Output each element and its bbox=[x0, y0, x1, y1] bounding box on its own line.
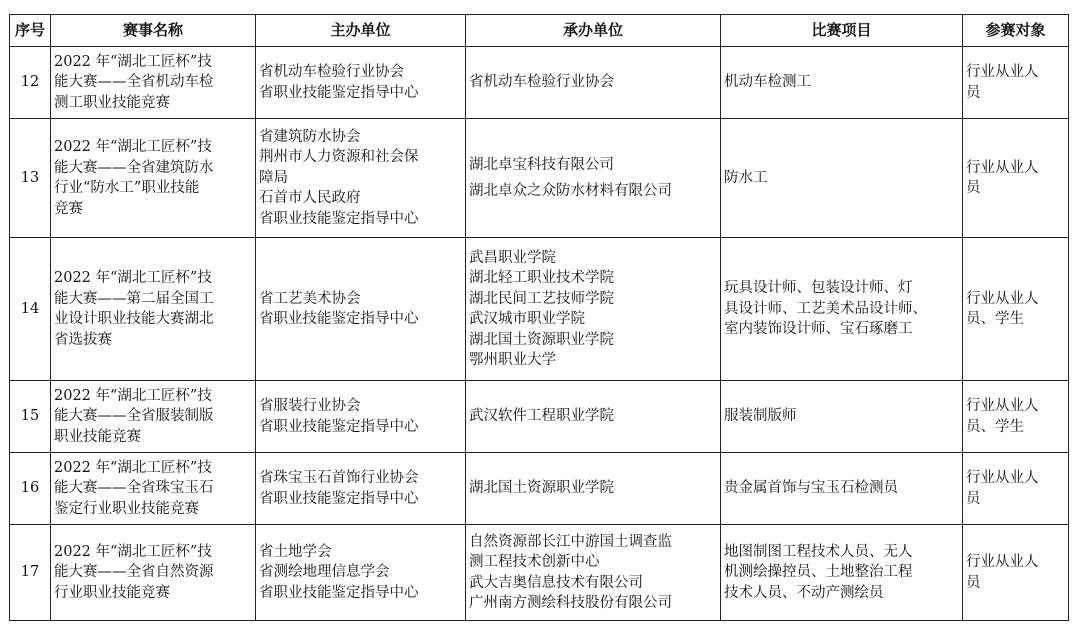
row-number: 16 bbox=[10, 453, 51, 525]
text-line: 2022 年“湖北工匠杯”技 bbox=[54, 543, 212, 560]
text-line: 省珠宝玉石首饰行业协会 bbox=[259, 470, 419, 486]
text-line: 行业从业人 bbox=[966, 290, 1039, 307]
events-cell bbox=[721, 47, 963, 119]
text-line: 省机动车检验行业协会 bbox=[469, 74, 614, 91]
text-line: 服装制版师 bbox=[724, 408, 797, 425]
events-cell bbox=[721, 238, 963, 381]
text-line: 省工艺美术协会 bbox=[259, 290, 361, 307]
hosts-cell bbox=[466, 238, 721, 381]
text-line: 贵金属首饰与宝玉石检测员 bbox=[724, 480, 898, 497]
text-line: 职业技能竞赛 bbox=[54, 428, 141, 445]
text-line: 武大吉奥信息技术有限公司 bbox=[469, 574, 643, 591]
text-line: 员、学生 bbox=[966, 418, 1024, 435]
events-cell bbox=[721, 453, 963, 525]
text-line: 省职业技能鉴定指导中心 bbox=[259, 210, 419, 227]
text-line: 鉴定行业职业技能竞赛 bbox=[54, 500, 199, 517]
text-line: 行业“防水工”职业技能 bbox=[54, 180, 200, 196]
text-line: 湖北轻工职业技术学院 bbox=[469, 270, 614, 286]
text-line: 行业从业人 bbox=[966, 398, 1039, 414]
text-line: 测工程技术创新中心 bbox=[469, 554, 600, 570]
text-line: 室内装饰设计师、宝石琢磨工 bbox=[724, 321, 913, 338]
text-line: 武汉城市职业学院 bbox=[469, 311, 585, 327]
hosts-cell bbox=[466, 47, 721, 119]
hosts-cell bbox=[466, 525, 721, 621]
row-number: 13 bbox=[10, 119, 51, 238]
text-line: 员 bbox=[966, 84, 981, 101]
text-line: 省建筑防水协会 bbox=[259, 128, 361, 145]
text-line: 技术人员、不动产测绘员 bbox=[724, 584, 884, 601]
participants-cell bbox=[963, 453, 1069, 525]
text-line: 能大赛——全省建筑防水 bbox=[54, 159, 214, 176]
text-line: 省土地学会 bbox=[259, 543, 332, 560]
organizers-cell bbox=[256, 453, 466, 525]
table-row bbox=[10, 525, 1069, 621]
event-name-cell bbox=[51, 119, 256, 238]
organizers-cell bbox=[256, 119, 466, 238]
header-cell-events: 比赛项目 bbox=[721, 15, 963, 47]
organizers-cell bbox=[256, 525, 466, 621]
organizers-cell bbox=[256, 238, 466, 381]
text-line: 2022 年“湖北工匠杯”技 bbox=[54, 53, 212, 70]
hosts-cell bbox=[466, 381, 721, 453]
event-name-cell bbox=[51, 238, 256, 381]
text-line: 省选拔赛 bbox=[54, 331, 112, 348]
text-line: 省职业技能鉴定指导中心 bbox=[259, 584, 419, 601]
text-line: 省职业技能鉴定指导中心 bbox=[259, 84, 419, 101]
header-cell-hosts: 承办单位 bbox=[466, 15, 721, 47]
table-row bbox=[10, 119, 1069, 238]
hosts-cell bbox=[466, 119, 721, 238]
header-cell-organizers: 主办单位 bbox=[256, 15, 466, 47]
text-line: 员、学生 bbox=[966, 311, 1024, 327]
header-cell-no: 序号 bbox=[10, 15, 51, 47]
participants-cell bbox=[963, 47, 1069, 119]
text-line: 地图制图工程技术人员、无人 bbox=[724, 543, 913, 560]
text-line: 省职业技能鉴定指导中心 bbox=[259, 490, 419, 507]
header-cell-name: 赛事名称 bbox=[51, 15, 256, 47]
event-name-cell bbox=[51, 525, 256, 621]
text-line: 行业职业技能竞赛 bbox=[54, 584, 170, 601]
row-number: 17 bbox=[10, 525, 51, 621]
text-line: 自然资源部长江中游国土调查监 bbox=[469, 533, 672, 550]
text-line: 2022 年“湖北工匠杯”技 bbox=[54, 139, 212, 155]
text-line: 省测绘地理信息学会 bbox=[259, 564, 390, 581]
text-line: 湖北卓宝科技有限公司 bbox=[469, 156, 614, 173]
text-line: 湖北国土资源职业学院 bbox=[469, 480, 614, 497]
participants-cell bbox=[963, 238, 1069, 381]
text-line: 能大赛——全省自然资源 bbox=[54, 564, 214, 581]
text-line: 能大赛——全省珠宝玉石 bbox=[54, 480, 214, 497]
text-line: 行业从业人 bbox=[966, 64, 1039, 80]
text-line: 湖北卓众之众防水材料有限公司 bbox=[469, 183, 672, 199]
text-line: 湖北民间工艺技师学院 bbox=[469, 290, 614, 307]
row-number: 14 bbox=[10, 238, 51, 381]
text-line: 鄂州职业大学 bbox=[469, 352, 556, 368]
text-line: 员 bbox=[966, 490, 981, 507]
participants-cell bbox=[963, 525, 1069, 621]
text-line: 武汉软件工程职业学院 bbox=[469, 408, 614, 425]
event-name-cell bbox=[51, 47, 256, 119]
competition-table bbox=[9, 14, 1069, 621]
text-line: 业设计职业技能大赛湖北 bbox=[54, 311, 214, 327]
text-line: 具设计师、工艺美术品设计师、 bbox=[724, 300, 927, 317]
text-line: 测工职业技能竞赛 bbox=[54, 94, 170, 111]
text-line: 荆州市人力资源和社会保 bbox=[259, 149, 419, 166]
text-line: 武昌职业学院 bbox=[469, 249, 556, 266]
text-line: 行业从业人 bbox=[966, 159, 1039, 176]
text-line: 省职业技能鉴定指导中心 bbox=[259, 311, 419, 327]
organizers-cell bbox=[256, 381, 466, 453]
row-number: 12 bbox=[10, 47, 51, 119]
row-number: 15 bbox=[10, 381, 51, 453]
text-line: 省职业技能鉴定指导中心 bbox=[259, 418, 419, 435]
text-line: 石首市人民政府 bbox=[259, 190, 361, 207]
text-line: 广州南方测绘科技股份有限公司 bbox=[469, 595, 672, 611]
events-cell bbox=[721, 525, 963, 621]
text-line: 障局 bbox=[259, 169, 288, 186]
text-line: 能大赛——全省服装制版 bbox=[54, 408, 214, 425]
event-name-cell bbox=[51, 381, 256, 453]
text-line: 行业从业人 bbox=[966, 470, 1039, 486]
organizers-cell bbox=[256, 47, 466, 119]
participants-cell bbox=[963, 119, 1069, 238]
text-line: 2022 年“湖北工匠杯”技 bbox=[54, 270, 212, 286]
table-row bbox=[10, 47, 1069, 119]
text-line: 2022 年“湖北工匠杯”技 bbox=[54, 459, 212, 476]
text-line: 行业从业人 bbox=[966, 554, 1039, 570]
table-row bbox=[10, 453, 1069, 525]
header-cell-participants: 参赛对象 bbox=[963, 15, 1069, 47]
text-line: 玩具设计师、包装设计师、灯 bbox=[724, 280, 913, 297]
text-line: 竞赛 bbox=[54, 200, 83, 217]
text-line: 能大赛——第二届全国工 bbox=[54, 290, 214, 307]
hosts-cell bbox=[466, 453, 721, 525]
text-line: 省机动车检验行业协会 bbox=[259, 64, 404, 80]
events-cell bbox=[721, 119, 963, 238]
text-line: 机测绘操控员、土地整治工程 bbox=[724, 564, 913, 581]
participants-cell bbox=[963, 381, 1069, 453]
event-name-cell bbox=[51, 453, 256, 525]
text-line: 员 bbox=[966, 574, 981, 591]
text-line: 防水工 bbox=[724, 169, 768, 186]
text-line: 湖北国土资源职业学院 bbox=[469, 331, 614, 348]
text-line: 员 bbox=[966, 180, 981, 196]
table-row bbox=[10, 238, 1069, 381]
text-line: 机动车检测工 bbox=[724, 74, 811, 91]
text-line: 省服装行业协会 bbox=[259, 398, 361, 414]
header-row bbox=[10, 15, 1069, 47]
text-line: 能大赛——全省机动车检 bbox=[54, 74, 214, 91]
table-row bbox=[10, 381, 1069, 453]
events-cell bbox=[721, 381, 963, 453]
text-line: 2022 年“湖北工匠杯”技 bbox=[54, 387, 212, 404]
